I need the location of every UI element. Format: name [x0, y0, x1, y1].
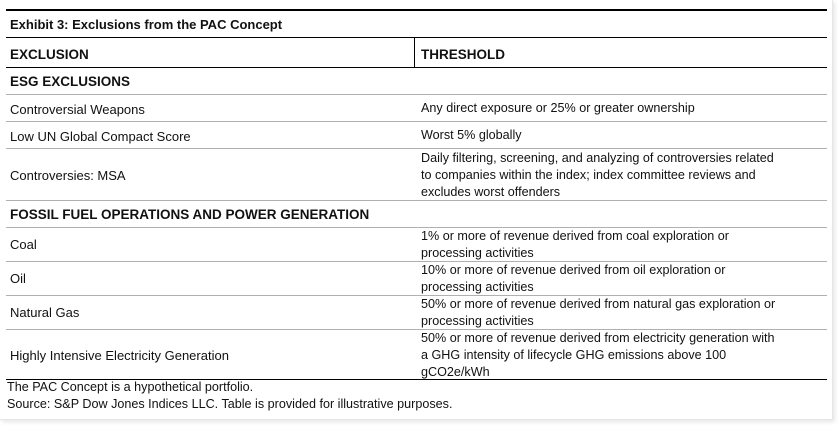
threshold-line: processing activities: [421, 314, 534, 328]
threshold-line: gCO2e/kWh: [421, 365, 490, 379]
exclusion-cell: Highly Intensive Electricity Generation: [10, 348, 229, 363]
header-threshold: THRESHOLD: [421, 47, 505, 62]
threshold-cell: [421, 150, 821, 201]
header-exclusion: EXCLUSION: [10, 47, 89, 62]
exhibit-title-bar: [6, 9, 827, 38]
threshold-cell: [421, 262, 821, 296]
header-divider: [414, 38, 415, 67]
exclusion-cell: Oil: [10, 271, 26, 286]
section-title: ESG EXCLUSIONS: [10, 74, 131, 89]
footer-source: Source: S&P Dow Jones Indices LLC. Table is provided for illustrative purposes.: [7, 397, 453, 411]
threshold-line: a GHG intensity of lifecycle GHG emissions above 100: [421, 348, 727, 362]
threshold-line: 50% or more of revenue derived from electricity generation with: [421, 331, 775, 345]
table-row: [6, 330, 827, 380]
exclusion-cell: Natural Gas: [10, 305, 80, 320]
exclusion-cell: Coal: [10, 237, 37, 252]
section-title: FOSSIL FUEL OPERATIONS AND POWER GENERATION: [10, 207, 370, 222]
exclusion-cell: Low UN Global Compact Score: [10, 129, 191, 144]
section-row: [6, 201, 827, 228]
threshold-cell: [421, 228, 821, 262]
table-header: [6, 38, 827, 68]
exclusion-cell: Controversial Weapons: [10, 102, 145, 117]
threshold-line: processing activities: [421, 280, 534, 294]
table-row: [6, 149, 827, 201]
threshold-line: excludes worst offenders: [421, 185, 561, 199]
threshold-line: Any direct exposure or 25% or greater ownership: [421, 101, 695, 115]
threshold-line: Daily filtering, screening, and analyzing of controversies related: [421, 151, 774, 165]
threshold-line: 10% or more of revenue derived from oil exploration or: [421, 263, 726, 277]
threshold-line: Worst 5% globally: [421, 128, 522, 142]
table-row: [6, 95, 827, 122]
threshold-cell: [421, 100, 821, 117]
threshold-cell: [421, 296, 821, 330]
exhibit-title: Exhibit 3: Exclusions from the PAC Concept: [10, 17, 283, 32]
threshold-cell: [421, 127, 821, 144]
footer-note: The PAC Concept is a hypothetical portfolio.: [7, 380, 254, 394]
table-row: [6, 122, 827, 149]
threshold-cell: [421, 330, 821, 381]
threshold-line: to companies within the index; index committee reviews and: [421, 168, 756, 182]
section-row: [6, 68, 827, 95]
threshold-line: 1% or more of revenue derived from coal exploration or: [421, 229, 729, 243]
table-row: [6, 262, 827, 296]
table-row: [6, 228, 827, 262]
threshold-line: processing activities: [421, 246, 534, 260]
table-row: [6, 296, 827, 330]
threshold-line: 50% or more of revenue derived from natural gas exploration or: [421, 297, 776, 311]
exclusion-cell: Controversies: MSA: [10, 168, 126, 183]
